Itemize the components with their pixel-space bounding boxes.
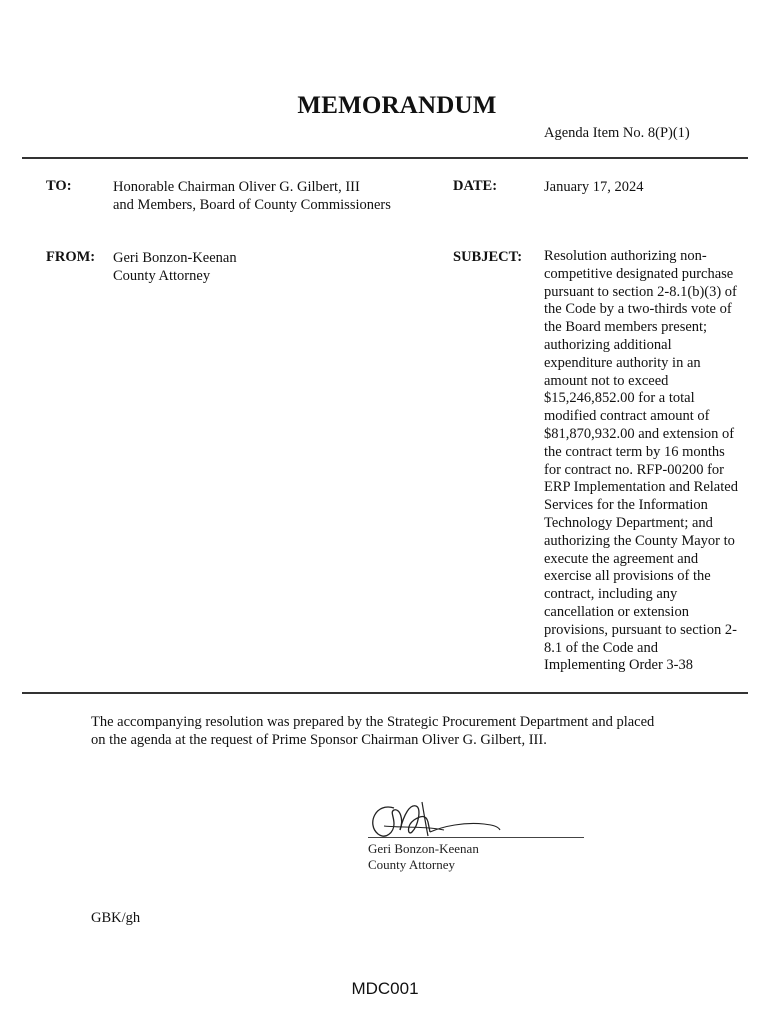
subject-line: cancellation or extension: [544, 603, 689, 620]
subject-label: SUBJECT:: [453, 249, 523, 265]
signatory-block: [368, 841, 479, 873]
signature-line: [368, 837, 584, 838]
body-line: The accompanying resolution was prepared by the Strategic Procurement Department and placed: [91, 714, 655, 730]
subject-line: for contract no. RFP-00200 for: [544, 461, 725, 478]
handwritten-signature: [364, 796, 514, 846]
from-name: Geri Bonzon-Keenan: [113, 250, 237, 266]
subject-line: contract, including any: [544, 586, 678, 603]
subject-line: pursuant to section 2-8.1(b)(3) of: [544, 283, 737, 300]
subject-line: modified contract amount of: [544, 408, 710, 425]
subject-line: authorizing the County Mayor to: [544, 532, 735, 549]
subject-text: [544, 248, 748, 675]
subject-line: Implementing Order 3-38: [544, 657, 693, 674]
subject-line: provisions, pursuant to section 2-: [544, 621, 737, 638]
subject-line: Resolution authorizing non-: [544, 248, 707, 264]
body-paragraph: [91, 713, 711, 749]
body-line: on the agenda at the request of Prime Sponsor Chairman Oliver G. Gilbert, III.: [91, 732, 547, 748]
subject-line: $15,246,852.00 for a total: [544, 390, 695, 407]
agenda-item-number: Agenda Item No. 8(P)(1): [544, 125, 690, 141]
date-label: DATE:: [453, 178, 498, 194]
bottom-divider: [22, 692, 748, 694]
subject-line: Technology Department; and: [544, 514, 713, 531]
subject-line: exercise all provisions of the: [544, 568, 711, 585]
to-recipient-line2: and Members, Board of County Commissioners: [113, 197, 391, 213]
to-label: TO:: [46, 178, 72, 194]
signatory-title: County Attorney: [368, 857, 456, 872]
subject-line: authorizing additional: [544, 336, 672, 353]
subject-line: the Board members present;: [544, 319, 708, 336]
page-title: MEMORANDUM: [297, 92, 497, 119]
subject-line: competitive designated purchase: [544, 265, 734, 282]
subject-line: expenditure authority in an: [544, 354, 701, 371]
subject-line: the Code by a two-thirds vote of: [544, 301, 732, 318]
date-value: January 17, 2024: [544, 179, 644, 195]
from-title: County Attorney: [113, 268, 211, 284]
top-divider: [22, 157, 748, 159]
subject-line: execute the agreement and: [544, 550, 699, 567]
to-recipient-line1: Honorable Chairman Oliver G. Gilbert, III: [113, 179, 360, 195]
subject-line: Services for the Information: [544, 497, 708, 514]
subject-line: amount not to exceed: [544, 372, 669, 389]
typist-initials: GBK/gh: [91, 910, 141, 926]
subject-line: the contract term by 16 months: [544, 443, 725, 460]
signatory-name: Geri Bonzon-Keenan: [368, 841, 479, 856]
subject-line: $81,870,932.00 and extension of: [544, 425, 735, 442]
subject-line: ERP Implementation and Related: [544, 479, 738, 496]
page-footer-code: MDC001: [351, 979, 419, 998]
from-label: FROM:: [46, 249, 96, 265]
subject-line: 8.1 of the Code and: [544, 639, 658, 656]
